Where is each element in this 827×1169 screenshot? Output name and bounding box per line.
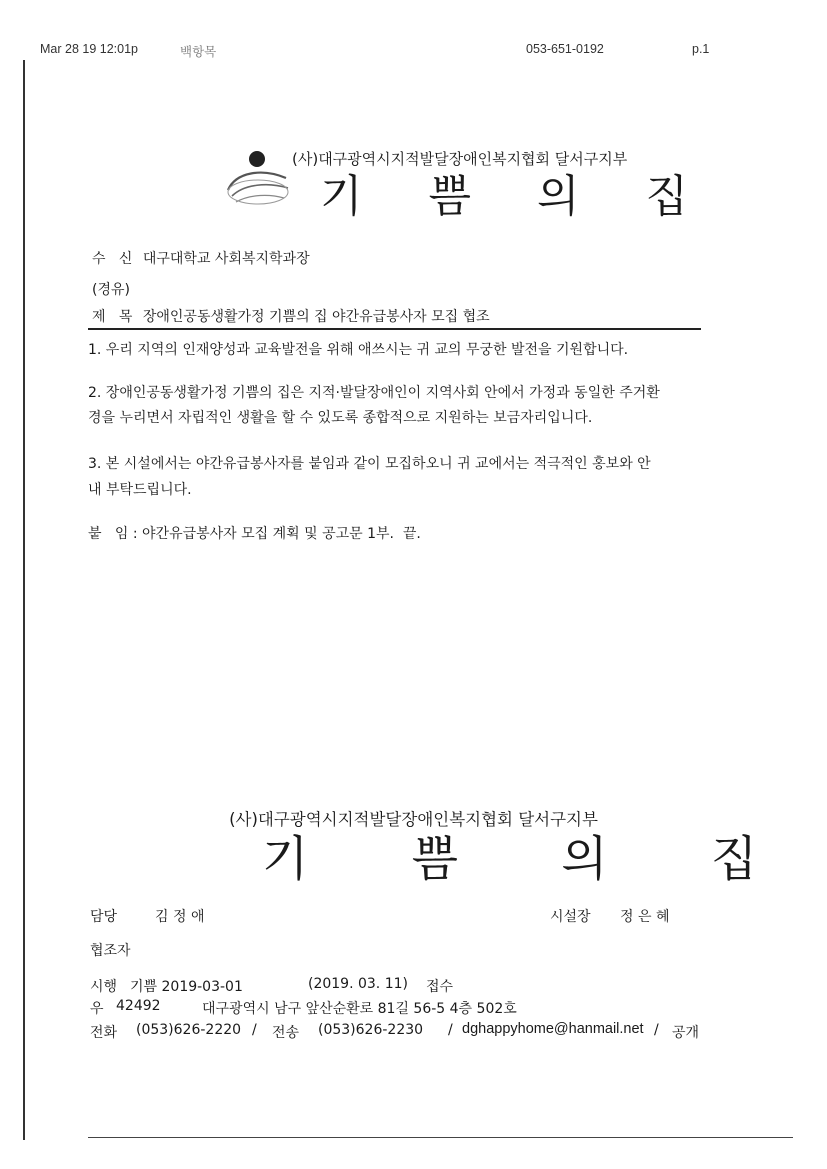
paragraph-3-line-2: 내 부탁드립니다. bbox=[88, 482, 192, 498]
subject-label: 제 목 bbox=[92, 309, 133, 325]
signature-title: 기 쁨 의 집 bbox=[262, 831, 802, 887]
staff-label: 담당 bbox=[90, 909, 118, 925]
fax-left-edge-line bbox=[23, 60, 25, 1140]
fax-page-number: p.1 bbox=[692, 42, 710, 56]
staff-name: 김 정 애 bbox=[155, 909, 205, 925]
via-row: (경유) bbox=[92, 282, 130, 298]
postal-code: 42492 bbox=[116, 998, 161, 1014]
fax-number: (053)626-2230 bbox=[318, 1022, 424, 1038]
disclosure-status: 공개 bbox=[672, 1025, 700, 1041]
signature-organization: (사)대구광역시지적발달장애인복지협회 달서구지부 bbox=[229, 810, 598, 829]
paragraph-2-line-2: 경을 누리면서 자립적인 생활을 할 수 있도록 종합적으로 지원하는 보금자리입니다. bbox=[88, 410, 593, 426]
letterhead-organization: (사)대구광역시지적발달장애인복지협회 달서구지부 bbox=[292, 150, 628, 168]
email-address: dghappyhome@hanmail.net bbox=[462, 1021, 644, 1037]
recipient-row bbox=[92, 248, 310, 268]
postal-label: 우 bbox=[90, 1001, 104, 1017]
separator-slash-2: / bbox=[448, 1022, 453, 1038]
fax-label: 전송 bbox=[272, 1025, 300, 1041]
receipt-label: 접수 bbox=[426, 979, 454, 995]
subject-divider bbox=[88, 328, 701, 330]
subject-row bbox=[92, 306, 490, 326]
issue-label: 시행 bbox=[90, 979, 118, 995]
subject-value: 장애인공동생활가정 기쁨의 집 야간유급봉사자 모집 협조 bbox=[142, 309, 490, 325]
cooperator-label: 협조자 bbox=[90, 943, 131, 959]
paragraph-2-line-1: 2. 장애인공동생활가정 기쁨의 집은 지적·발달장애인이 지역사회 안에서 가정과 동일한 주거환 bbox=[88, 385, 660, 401]
address: 대구광역시 남구 앞산순환로 81길 56-5 4층 502호 bbox=[202, 1001, 517, 1017]
head-label: 시설장 bbox=[550, 909, 591, 925]
paragraph-1: 1. 우리 지역의 인재양성과 교육발전을 위해 애쓰시는 귀 교의 무궁한 발전을 기원합니다. bbox=[88, 342, 629, 358]
head-name: 정 은 혜 bbox=[620, 909, 670, 925]
recipient-label: 수 신 bbox=[92, 251, 133, 267]
recipient-value: 대구대학교 사회복지학과장 bbox=[142, 251, 310, 267]
separator-slash-1: / bbox=[252, 1022, 257, 1038]
attachment-line: 붙 임 : 야간유급봉사자 모집 계획 및 공고문 1부. 끝. bbox=[88, 526, 421, 542]
paragraph-3-line-1: 3. 본 시설에서는 야간유급봉사자를 붙임과 같이 모집하오니 귀 교에서는 적극적인 홍보와 안 bbox=[88, 456, 651, 472]
fax-datetime: Mar 28 19 12:01p bbox=[40, 42, 138, 56]
issue-date: (2019. 03. 11) bbox=[308, 976, 408, 992]
fax-sender: 백항목 bbox=[180, 45, 217, 59]
letterhead-title: 기 쁨 의 집 bbox=[320, 171, 714, 222]
issue-number: 기쁨 2019-03-01 bbox=[130, 979, 243, 995]
organization-logo-icon bbox=[222, 148, 294, 208]
fax-phone: 053-651-0192 bbox=[526, 42, 604, 56]
separator-slash-3: / bbox=[654, 1022, 659, 1038]
phone-label: 전화 bbox=[90, 1025, 118, 1041]
phone-number: (053)626-2220 bbox=[136, 1022, 242, 1038]
bottom-divider bbox=[88, 1137, 793, 1138]
